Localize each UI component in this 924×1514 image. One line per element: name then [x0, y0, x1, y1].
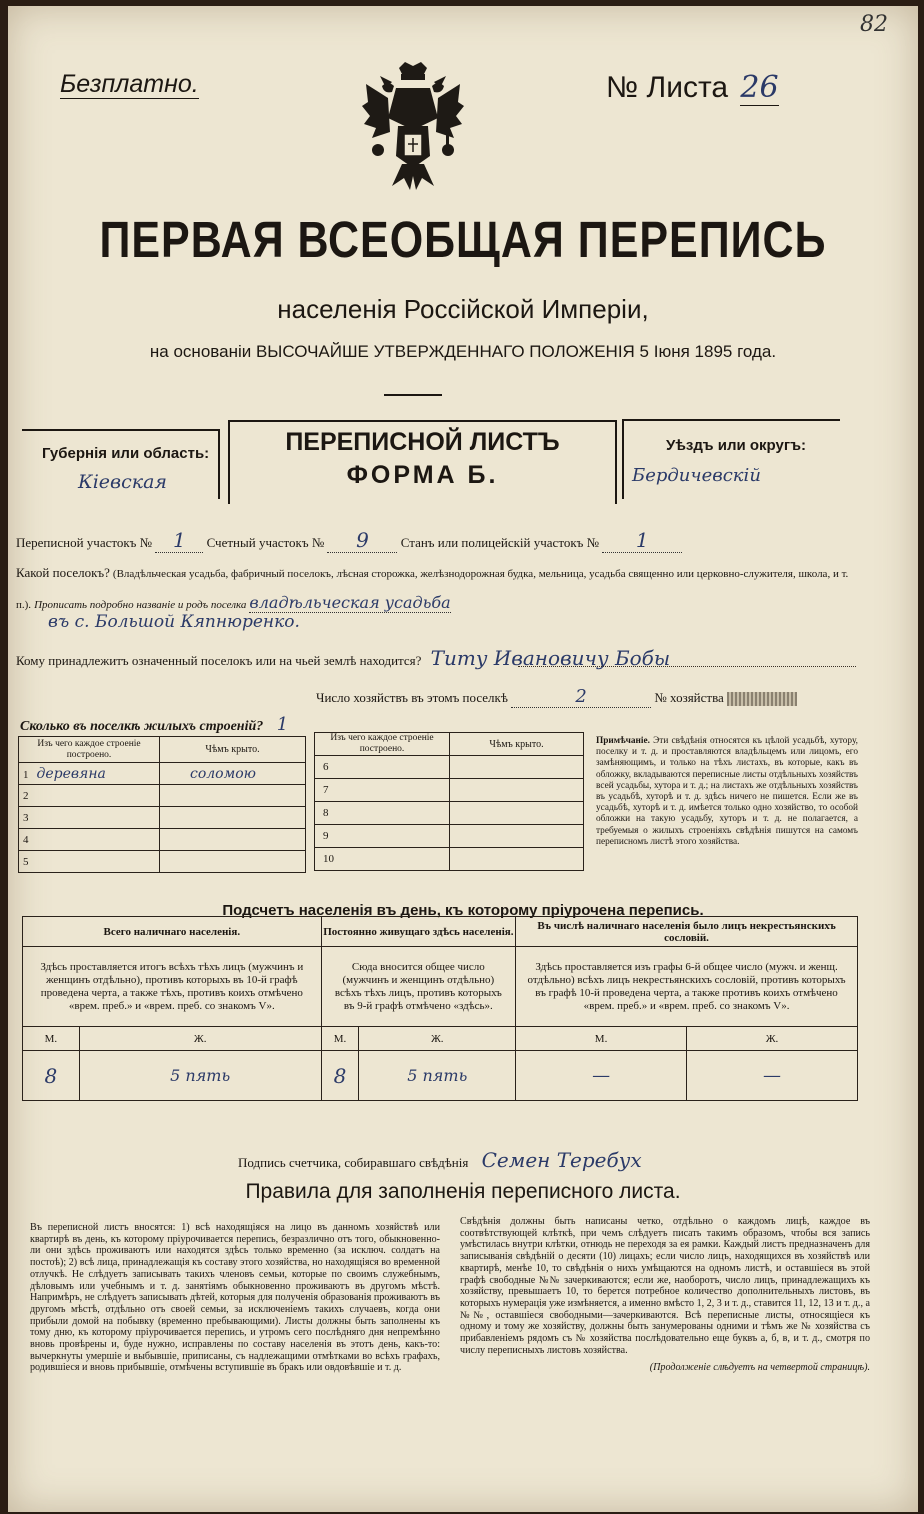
perepisnoy-value: 1	[155, 528, 203, 553]
household-no-label: № хозяйства	[654, 690, 724, 705]
count-c1-zh: 5 пять	[79, 1051, 321, 1101]
form-subtitle: ФОРМА Б.	[346, 461, 499, 489]
legal-basis: на основаніи ВЫСОЧАЙШЕ УТВЕРЖДЕННАГО ПОЛОЖЕНІЯ 5 Іюня 1895 года.	[149, 342, 777, 361]
count-col3-head: Въ числѣ наличнаго населенія было лицъ некрестьянскихъ сословій.	[516, 917, 858, 947]
signature-line	[238, 1148, 642, 1172]
subtitle: населенія Россійской Имперіи,	[277, 294, 649, 324]
note-text: Эти свѣдѣнія относятся къ цѣлой усадьбѣ, хутору, поселку и т. д. и проставляются владѣльцемъ или лицомъ, его замѣняющимъ, и только на тѣхъ листахъ, въ которые, какъ въ обложку, вкладываются переписные листы отдѣльныхъ хозяйствъ всей усадьбы, хутора и т. д.; на листахъ же отдѣльныхъ хозяйствъ въ усадьбѣ, хуторѣ и т. д. здѣсь ничего не пишется. Если же въ усадьбѣ, хуторѣ и т. д. имѣется только одно хозяйство, то особой обложки на такую усадьбу, хуторъ и т. д. не полагается, а требуемыя о жилыхъ строеніяхъ свѣдѣнія пишутся на самомъ переписномъ листѣ этого хозяйства.	[596, 736, 858, 847]
count-col2-text: Сюда вносится общее число (мужчинъ и женщинъ отдѣльно) всѣхъ тѣхъ лицъ, противъ которыхъ въ 9-й графѣ отмѣчено «здѣсь».	[321, 947, 516, 1027]
count-title: Подсчетъ населенія въ день, къ которому пріурочена перепись.	[222, 902, 704, 919]
col-material: Изъ чего каждое строеніе построено.	[19, 737, 160, 763]
count-col1-head: Всего наличнаго населенія.	[23, 917, 322, 947]
form-title-box	[228, 420, 617, 504]
poselok-instruction: Прописать подробно названіе и родъ поселка	[34, 599, 247, 611]
count-col1-text: Здѣсь проставляется итогъ всѣхъ тѣхъ лицъ (мужчинъ и женщинъ отдѣльно), противъ которыхъ въ 10-й графѣ проведена черта, а также тѣхъ, противъ коихъ отмѣчено «врем. преб.» и «врем. преб. со знакомъ V».	[23, 947, 322, 1027]
poselok-block	[16, 558, 861, 620]
count-c2-m: 8	[321, 1051, 359, 1101]
rules-left: Въ переписной листъ вносятся: 1) всѣ находящіяся на лицо въ данномъ хозяйствѣ или квартирѣ въ день, къ которому пріурочивается перепись, безразлично отъ того, обыкновенно-ли они здѣсь проживаютъ или находятся здѣсь только временно (за исключ. солдатъ на постоѣ); 2) всѣ лица, принадлежащія къ составу этого хозяйства, но находящіяся во временной отлучкѣ. Не слѣдуетъ записывать такихъ членовъ семьи, которые по своимъ служебнымъ, дѣловымъ или учебнымъ и т. д. занятіямъ обыкновенно проживаютъ въ другомъ мѣстѣ. Напримѣръ, не слѣдуетъ записывать дѣтей, которыя для полученія образованія проживаютъ въ другомъ мѣстѣ, отдѣльно отъ своей семьи, за исключеніемъ такихъ случаевъ, когда они прибыли домой на побывку (временно пребывающими). Листы должны быть заполнены къ тому дню, къ которому пріурочивается перепись, и утромъ сего послѣдняго дня непремѣнно вновь провѣрены и, буде нужно, исправлены по составу населенія въ этотъ день, какъ-то: вычеркнуты умершіе и выбывшіе, приписаны, съ надлежащими отмѣтками во всѣхъ графахъ, родившіеся и вновь прибывшіе, отмѣчены вступившіе въ бракъ или овдовѣвшіе и т. д.	[30, 1222, 440, 1374]
households-value: 2	[511, 686, 651, 708]
uezd-value: Бердичевскій	[632, 465, 761, 486]
row-1-roof: соломою	[160, 763, 306, 785]
count-c3-zh: —	[687, 1051, 858, 1101]
divider	[384, 394, 442, 396]
note	[596, 736, 858, 848]
poselok-label: Какой поселокъ?	[16, 565, 110, 580]
stan-value: 1	[602, 528, 682, 553]
col-roof: Чѣмъ крыто.	[160, 737, 306, 763]
count-table: Всего наличнаго населенія. Постоянно живущаго здѣсь населенія. Въ числѣ наличнаго населенія было лицъ некрестьянскихъ сословій. Здѣсь проставляется итогъ всѣхъ тѣхъ лицъ (мужчинъ и женщинъ отдѣльно), противъ которыхъ въ 10-й графѣ проведена черта, а также тѣхъ, противъ коихъ отмѣчено «врем. преб.» и «врем. преб. со знакомъ V». Сюда вносится общее число (мужчинъ и женщинъ отдѣльно) всѣхъ тѣхъ лицъ, противъ которыхъ въ 9-й графѣ отмѣчено «здѣсь». Здѣсь проставляется изъ графы 6-й общее число (мужч. и женщ. отдѣльно) всѣхъ лицъ некрестьянскихъ сословій, противъ которыхъ въ графѣ 10-й проведена черта, а также противъ коихъ отмѣчено «врем. преб.» и «врем. преб. со знакомъ V». М. Ж. М. Ж. М. Ж. 8 5 пять 8 5 пять — —	[22, 916, 858, 1101]
buildings-table-left: Изъ чего каждое строеніе построено. Чѣмъ крыто. 1 деревяна соломою 2 3 4 5	[18, 736, 306, 873]
main-title: ПЕРВАЯ ВСЕОБЩАЯ ПЕРЕПИСЬ	[99, 212, 827, 269]
schetny-label: Счетный участокъ №	[206, 535, 325, 550]
households-label: Число хозяйствъ въ этомъ поселкѣ	[316, 690, 508, 705]
gubernia-value: Кіевская	[78, 471, 167, 493]
sheet-number-value: 26	[740, 70, 779, 105]
row-1-material: деревяна	[36, 765, 106, 782]
rules-right: Свѣдѣнія должны быть написаны четко, отдѣльно о каждомъ лицѣ, каждое въ соотвѣтствующей клѣткѣ, при чемъ слѣдуетъ писать такимъ образомъ, чтобы вся запись умѣстилась внутри клѣтки, отнюдь не переходя за ея рамки. Каждый листъ предназначенъ для записыванія свѣдѣній о десяти (10) лицахъ; если число лицъ, находящихся въ хозяйствѣ или квартирѣ, менѣе 10, то свѣдѣнія о нихъ умѣщаются на одномъ листѣ, и оставшіеся въ этой графѣ свободные №№ зачеркиваются; если же, наоборотъ, число лицъ, принадлежащихъ къ хозяйству, превышаетъ 10, то берется потребное количество дополнительныхъ листовъ, въ которыхъ нумерація уже измѣняется, а именно вмѣсто 1, 2, 3 и т. д., ставится 11, 12, 13 и т. д., а №№, оставшіеся свободными—зачеркиваются. Всѣ переписные листы, относящіеся къ одному и тому же хозяйству, должны быть занумерованы одними и тѣмъ же № хозяйства съ прибавленіемъ рядомъ съ № хозяйства послѣдовательно еще буквъ а, б, в, и т. д., смотря по числу переписныхъ листовъ хозяйства. (Продолженіе слѣдуетъ на четвертой страницѣ).	[460, 1216, 870, 1374]
households-line	[316, 686, 797, 708]
stan-label: Станъ или полицейскій участокъ №	[400, 535, 600, 550]
rules-title: Правила для заполненія переписного листа.	[245, 1180, 681, 1203]
signature-label: Подпись счетчика, собиравшаго свѣдѣнія	[238, 1155, 469, 1170]
corner-note: 82	[860, 12, 888, 37]
uezd-label: Уѣздъ или округъ:	[666, 437, 807, 454]
count-c3-m: —	[516, 1051, 687, 1101]
household-no-redaction	[727, 692, 797, 706]
owner-value: Титу Ивановичу Бобы	[430, 646, 671, 670]
gubernia-box	[22, 429, 220, 499]
free-label: Безплатно.	[60, 70, 199, 98]
count-col3-text: Здѣсь проставляется изъ графы 6-й общее число (мужч. и женщ. отдѣльно) всѣхъ лицъ некрестьянскихъ сословій, противъ которыхъ въ графѣ 10-й проведена черта, а также противъ коихъ отмѣчено «врем. преб.» и «врем. преб. со знакомъ V».	[516, 947, 858, 1027]
schetny-value: 9	[327, 528, 397, 553]
count-c2-zh: 5 пять	[359, 1051, 516, 1101]
count-c1-m: 8	[23, 1051, 80, 1101]
form-title: ПЕРЕПИСНОЙ ЛИСТЪ	[285, 428, 560, 456]
buildings-label: Сколько въ поселкѣ жилыхъ строеній?	[20, 719, 264, 734]
signature-value: Семен Теребух	[481, 1148, 642, 1172]
rules-continued: (Продолженіе слѣдуетъ на четвертой страницѣ).	[649, 1362, 870, 1374]
census-sheet	[8, 6, 918, 1512]
note-label: Примѣчаніе.	[596, 736, 650, 746]
poselok-value-1: владѣльческая усадьба	[249, 593, 451, 612]
uezd-box	[622, 419, 840, 499]
sheet-number: № Листа 26	[606, 70, 779, 105]
buildings-line	[20, 714, 288, 735]
gubernia-label: Губернія или область:	[42, 445, 210, 462]
owner-label: Кому принадлежитъ означенный поселокъ или на чьей землѣ находится?	[16, 653, 422, 668]
buildings-table-right: Изъ чего каждое строеніе построено. Чѣмъ крыто. 6 7 8 9 10	[314, 732, 584, 871]
perepisnoy-label: Переписной участокъ №	[16, 535, 153, 550]
double-eagle-emblem-icon	[358, 58, 468, 208]
poselok-value-2: въ с. Большой Кяпнюренко.	[48, 612, 300, 632]
district-line	[16, 528, 682, 553]
poselok-hint: (Владѣльческая усадьба, фабричный поселокъ, лѣсная сторожка, желѣзнодорожная будка, мельница, усадьба священно или церковно-служителя, школа, и т. п.).	[16, 568, 849, 611]
count-col2-head: Постоянно живущаго здѣсь населенія.	[321, 917, 516, 947]
buildings-value: 1	[276, 714, 289, 735]
